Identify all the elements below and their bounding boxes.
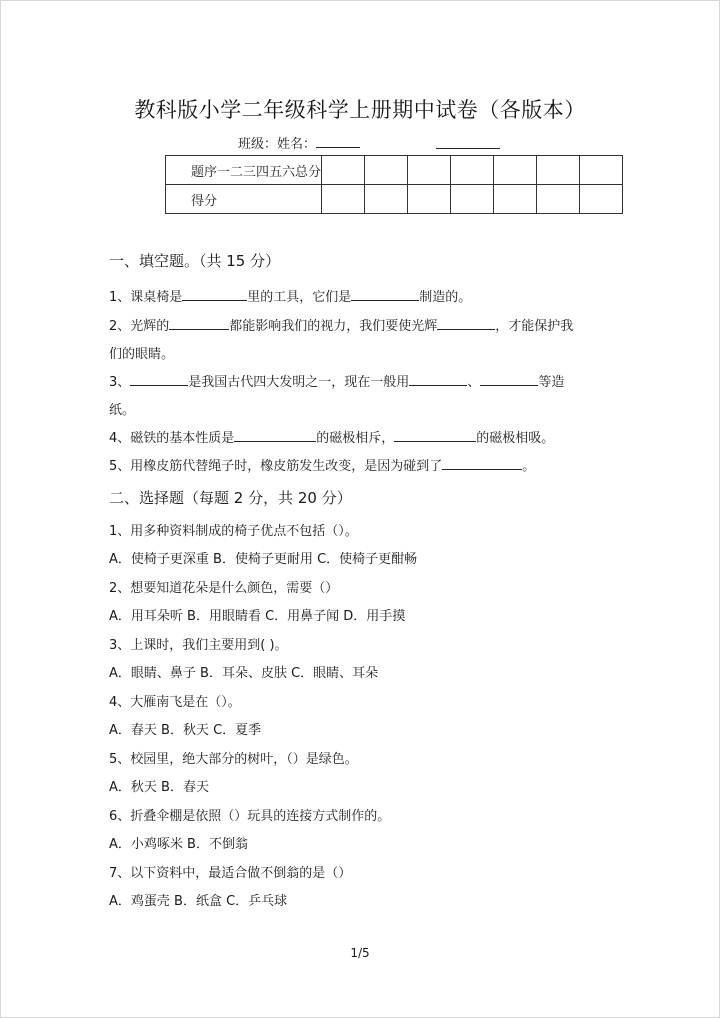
score-input-cell[interactable] — [451, 185, 494, 214]
answer-blank[interactable] — [442, 456, 522, 470]
class-label: 班级： — [238, 137, 278, 152]
question-3-continued: 纸。 — [109, 403, 136, 418]
choice-question-5: 5、校园里，绝大部分的树叶，（）是绿色。 — [109, 752, 358, 767]
score-cell — [537, 156, 580, 185]
choice-options-6[interactable]: A．小鸡啄米 B．不倒翁 — [109, 837, 248, 852]
question-2: 2、光辉的 都能影响我们的视力，我们要使光辉 ，才能保护我 — [109, 315, 573, 334]
score-input-cell[interactable] — [408, 185, 451, 214]
score-cell — [365, 156, 408, 185]
choice-question-1: 1、用多种资料制成的椅子优点不包括（）。 — [109, 524, 358, 539]
question-5: 5、用橡皮筋代替绳子时，橡皮筋发生改变，是因为碰到了 。 — [109, 455, 535, 474]
name-blank[interactable] — [316, 133, 360, 148]
name-label: 姓名： — [277, 137, 317, 152]
choice-options-7[interactable]: A．鸡蛋壳 B．纸盒 C．乒乓球 — [109, 894, 288, 909]
question-3: 3、 是我国古代四大发明之一，现在一般用 、 等造 — [109, 371, 564, 390]
score-table-header-row — [166, 156, 623, 185]
score-table-score-row — [166, 185, 623, 214]
choice-options-1[interactable]: A．使椅子更深重 B．使椅子更耐用 C．使椅子更酣畅 — [109, 552, 418, 567]
answer-blank[interactable] — [480, 372, 538, 386]
page-title: 教科版小学二年级科学上册期中试卷（各版本） — [134, 98, 586, 122]
choice-question-6: 6、折叠伞棚是依照（）玩具的连接方式制作的。 — [109, 809, 391, 824]
question-1: 1、课桌椅是 里的工具，它们是 制造的。 — [109, 286, 471, 305]
answer-blank[interactable] — [437, 316, 495, 330]
section-1-heading: 一、填空题。（共 15 分） — [109, 252, 281, 270]
score-input-cell[interactable] — [322, 185, 365, 214]
score-table-header-cell: 题序一二三四五六总分 — [166, 156, 322, 185]
answer-blank[interactable] — [351, 287, 419, 301]
score-cell — [494, 156, 537, 185]
answer-blank[interactable] — [169, 316, 229, 330]
choice-options-3[interactable]: A．眼睛、鼻子 B．耳朵、皮肤 C．眼睛、耳朵 — [109, 666, 379, 681]
score-cell — [580, 156, 623, 185]
answer-blank[interactable] — [394, 428, 476, 442]
answer-blank[interactable] — [130, 372, 188, 386]
score-table — [165, 155, 623, 214]
choice-question-2: 2、想要知道花朵是什么颜色，需要（） — [109, 581, 339, 596]
score-cell — [451, 156, 494, 185]
score-input-cell[interactable] — [494, 185, 537, 214]
choice-options-5[interactable]: A．秋天 B．春天 — [109, 780, 209, 795]
choice-options-4[interactable]: A．春天 B．秋天 C．夏季 — [109, 723, 262, 738]
choice-question-7: 7、以下资料中，最适合做不倒翁的是（） — [109, 866, 352, 881]
score-input-cell[interactable] — [537, 185, 580, 214]
question-2-continued: 们的眼睛。 — [109, 347, 175, 362]
score-row-label: 得分 — [166, 185, 322, 214]
choice-options-2[interactable]: A．用耳朵听 B．用眼睛看 C．用鼻子闻 D．用手摸 — [109, 609, 406, 624]
score-cell — [408, 156, 451, 185]
answer-blank[interactable] — [234, 428, 316, 442]
answer-blank[interactable] — [182, 287, 247, 301]
score-input-cell[interactable] — [580, 185, 623, 214]
choice-question-3: 3、上课时，我们主要用到( )。 — [109, 638, 288, 653]
choice-question-4: 4、大雁南飞是在（）。 — [109, 695, 241, 710]
id-blank[interactable] — [436, 148, 500, 149]
score-input-cell[interactable] — [365, 185, 408, 214]
score-cell — [322, 156, 365, 185]
question-4: 4、磁铁的基本性质是 的磁极相斥， 的磁极相吸。 — [109, 427, 554, 446]
page-number: 1/5 — [350, 946, 370, 960]
class-name-line — [238, 133, 360, 152]
section-2-heading: 二、选择题（每题 2 分，共 20 分） — [109, 489, 352, 507]
answer-blank[interactable] — [409, 372, 467, 386]
